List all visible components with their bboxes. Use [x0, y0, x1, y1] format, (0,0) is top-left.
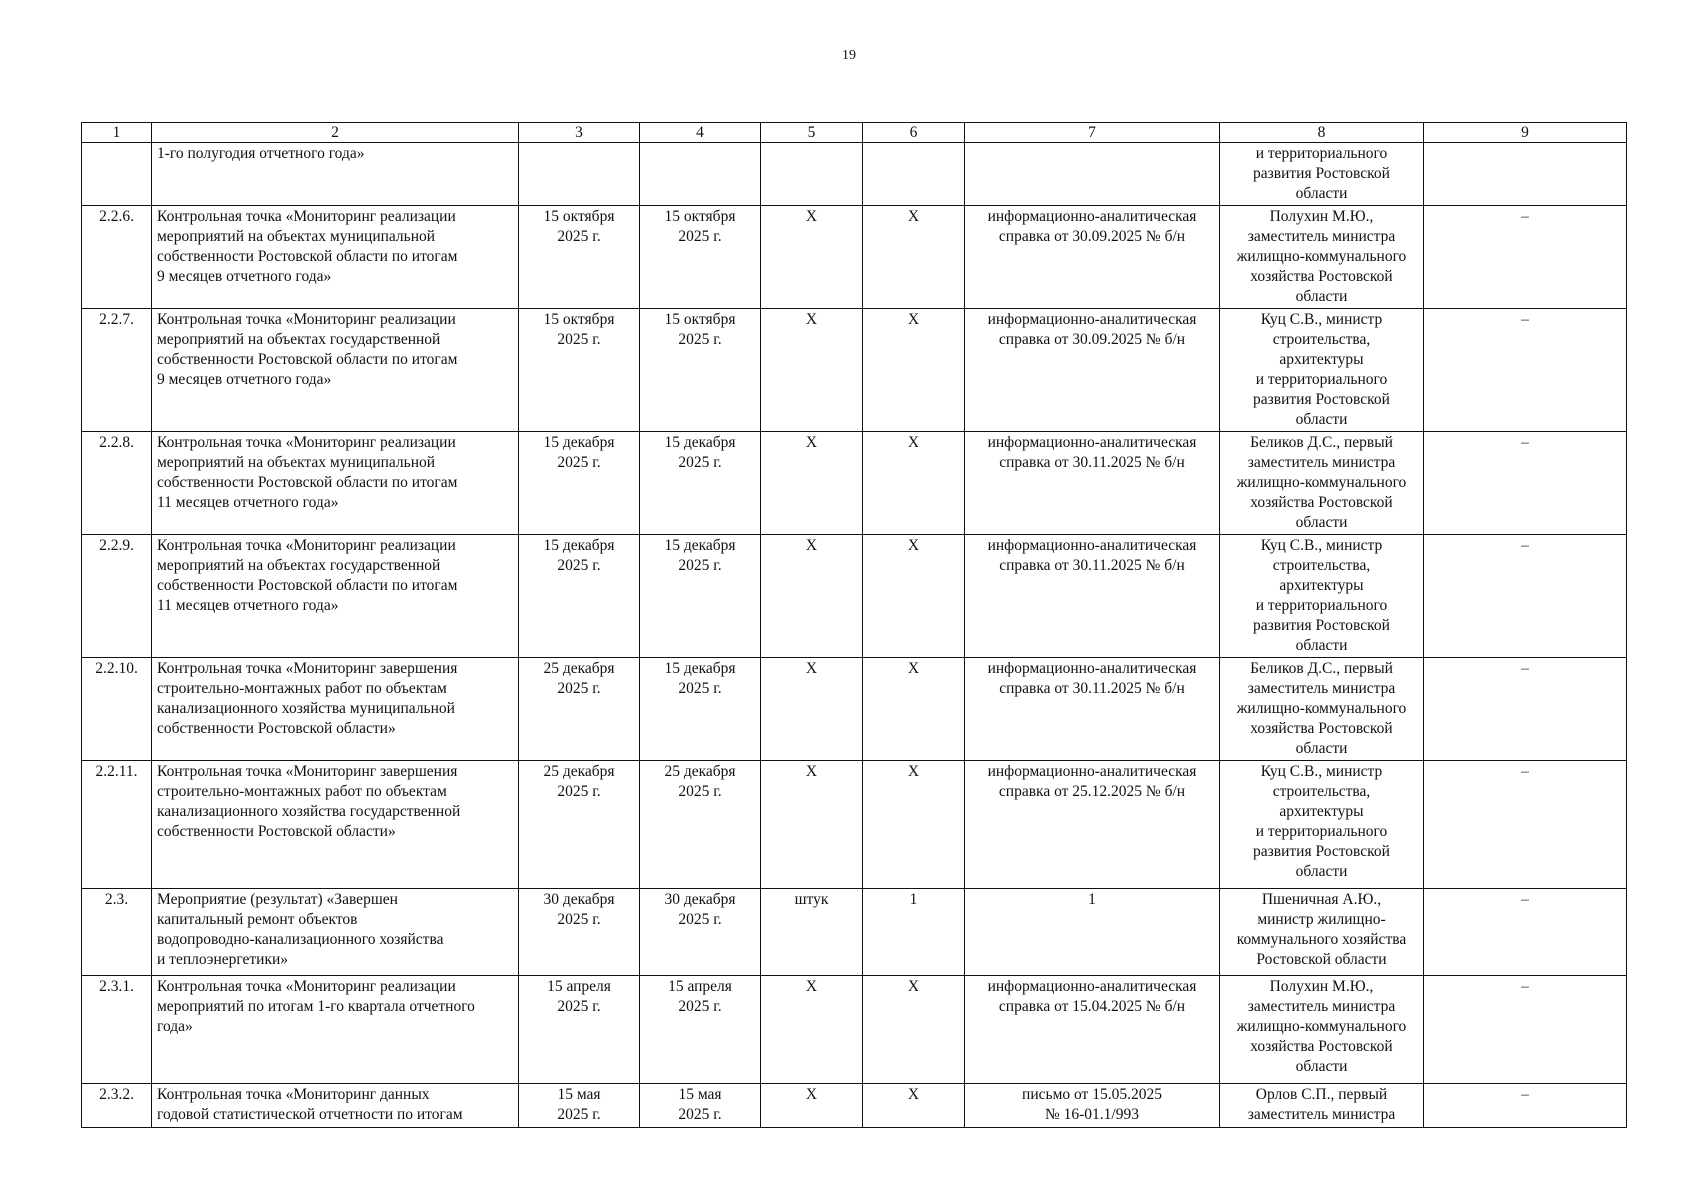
row-responsible: и территориального развития Ростовской области — [1220, 143, 1424, 206]
row-notes: – — [1424, 976, 1627, 1084]
control-points-table — [81, 122, 1627, 1128]
table-row — [82, 535, 1627, 658]
table-row — [82, 889, 1627, 976]
header-row — [82, 123, 1627, 143]
table-row — [82, 761, 1627, 889]
row-description: Контрольная точка «Мониторинг реализации мероприятий на объектах государственной собственности Ростовской области по итогам 9 месяцев отчетного года» — [152, 309, 519, 432]
row-notes — [1424, 143, 1627, 206]
row-unit: Х — [761, 1084, 863, 1128]
row-unit: Х — [761, 976, 863, 1084]
row-end-date — [640, 143, 761, 206]
row-plan: 1 — [863, 889, 965, 976]
row-unit: Х — [761, 658, 863, 761]
table-row — [82, 976, 1627, 1084]
row-document: информационно-аналитическая справка от 30.09.2025 № б/н — [965, 206, 1220, 309]
row-responsible: Беликов Д.С., первый заместитель министра жилищно-коммунального хозяйства Ростовской области — [1220, 432, 1424, 535]
row-responsible: Куц С.В., министр строительства, архитектуры и территориального развития Ростовской области — [1220, 761, 1424, 889]
row-unit: Х — [761, 761, 863, 889]
table-row — [82, 143, 1627, 206]
row-document: письмо от 15.05.2025 № 16-01.1/993 — [965, 1084, 1220, 1128]
row-notes: – — [1424, 432, 1627, 535]
row-end-date: 15 декабря 2025 г. — [640, 432, 761, 535]
row-responsible: Беликов Д.С., первый заместитель министра жилищно-коммунального хозяйства Ростовской области — [1220, 658, 1424, 761]
row-plan: Х — [863, 432, 965, 535]
table-row — [82, 206, 1627, 309]
column-header: 6 — [863, 123, 965, 143]
row-notes: – — [1424, 535, 1627, 658]
row-number: 2.3.2. — [82, 1084, 152, 1128]
row-description: Контрольная точка «Мониторинг реализации мероприятий на объектах муниципальной собственности Ростовской области по итогам 11 месяцев отчетного года» — [152, 432, 519, 535]
row-unit: Х — [761, 206, 863, 309]
row-responsible: Орлов С.П., первый заместитель министра — [1220, 1084, 1424, 1128]
row-end-date: 15 мая 2025 г. — [640, 1084, 761, 1128]
row-plan: Х — [863, 206, 965, 309]
row-plan: Х — [863, 761, 965, 889]
row-number: 2.2.9. — [82, 535, 152, 658]
row-plan: Х — [863, 309, 965, 432]
row-start-date: 25 декабря 2025 г. — [519, 658, 640, 761]
row-start-date: 25 декабря 2025 г. — [519, 761, 640, 889]
column-header: 9 — [1424, 123, 1627, 143]
row-number: 2.2.8. — [82, 432, 152, 535]
row-description: Контрольная точка «Мониторинг данных годовой статистической отчетности по итогам — [152, 1084, 519, 1128]
row-notes: – — [1424, 658, 1627, 761]
row-start-date: 15 декабря 2025 г. — [519, 432, 640, 535]
row-unit — [761, 143, 863, 206]
row-responsible: Куц С.В., министр строительства, архитектуры и территориального развития Ростовской области — [1220, 535, 1424, 658]
row-notes: – — [1424, 309, 1627, 432]
row-start-date: 15 апреля 2025 г. — [519, 976, 640, 1084]
row-start-date: 15 мая 2025 г. — [519, 1084, 640, 1128]
row-notes: – — [1424, 889, 1627, 976]
row-document: информационно-аналитическая справка от 30.11.2025 № б/н — [965, 535, 1220, 658]
row-responsible: Пшеничная А.Ю., министр жилищно- коммунального хозяйства Ростовской области — [1220, 889, 1424, 976]
row-document: 1 — [965, 889, 1220, 976]
row-unit: Х — [761, 535, 863, 658]
row-number: 2.3.1. — [82, 976, 152, 1084]
row-responsible: Куц С.В., министр строительства, архитектуры и территориального развития Ростовской области — [1220, 309, 1424, 432]
table-row — [82, 309, 1627, 432]
row-responsible: Полухин М.Ю., заместитель министра жилищно-коммунального хозяйства Ростовской области — [1220, 206, 1424, 309]
row-plan: Х — [863, 1084, 965, 1128]
row-description: Контрольная точка «Мониторинг завершения строительно-монтажных работ по объектам канализационного хозяйства муниципальной собственности Ростовской области» — [152, 658, 519, 761]
row-description: Мероприятие (результат) «Завершен капитальный ремонт объектов водопроводно-канализационного хозяйства и теплоэнергетики» — [152, 889, 519, 976]
row-number: 2.2.6. — [82, 206, 152, 309]
row-start-date: 15 декабря 2025 г. — [519, 535, 640, 658]
row-description: Контрольная точка «Мониторинг реализации мероприятий на объектах муниципальной собственности Ростовской области по итогам 9 месяцев отчетного года» — [152, 206, 519, 309]
row-number: 2.2.10. — [82, 658, 152, 761]
row-number: 2.2.7. — [82, 309, 152, 432]
row-end-date: 30 декабря 2025 г. — [640, 889, 761, 976]
column-header: 5 — [761, 123, 863, 143]
table-row — [82, 1084, 1627, 1128]
row-end-date: 15 апреля 2025 г. — [640, 976, 761, 1084]
row-document: информационно-аналитическая справка от 30.09.2025 № б/н — [965, 309, 1220, 432]
column-header: 3 — [519, 123, 640, 143]
row-plan: Х — [863, 658, 965, 761]
row-description: Контрольная точка «Мониторинг реализации мероприятий на объектах государственной собственности Ростовской области по итогам 11 месяцев отчетного года» — [152, 535, 519, 658]
row-plan: Х — [863, 535, 965, 658]
row-plan: Х — [863, 976, 965, 1084]
row-end-date: 15 октября 2025 г. — [640, 309, 761, 432]
row-notes: – — [1424, 1084, 1627, 1128]
row-number: 2.2.11. — [82, 761, 152, 889]
row-description: 1-го полугодия отчетного года» — [152, 143, 519, 206]
row-unit: Х — [761, 432, 863, 535]
column-header: 1 — [82, 123, 152, 143]
column-header: 2 — [152, 123, 519, 143]
row-description: Контрольная точка «Мониторинг реализации мероприятий по итогам 1-го квартала отчетного года» — [152, 976, 519, 1084]
row-number — [82, 143, 152, 206]
table-row — [82, 432, 1627, 535]
row-document: информационно-аналитическая справка от 15.04.2025 № б/н — [965, 976, 1220, 1084]
row-unit: Х — [761, 309, 863, 432]
row-end-date: 15 декабря 2025 г. — [640, 658, 761, 761]
row-end-date: 15 декабря 2025 г. — [640, 535, 761, 658]
row-start-date — [519, 143, 640, 206]
row-unit: штук — [761, 889, 863, 976]
row-end-date: 25 декабря 2025 г. — [640, 761, 761, 889]
page-number: 19 — [842, 48, 856, 63]
table-row — [82, 658, 1627, 761]
row-start-date: 15 октября 2025 г. — [519, 309, 640, 432]
row-number: 2.3. — [82, 889, 152, 976]
row-plan — [863, 143, 965, 206]
row-document: информационно-аналитическая справка от 30.11.2025 № б/н — [965, 658, 1220, 761]
row-document: информационно-аналитическая справка от 25.12.2025 № б/н — [965, 761, 1220, 889]
row-start-date: 15 октября 2025 г. — [519, 206, 640, 309]
row-end-date: 15 октября 2025 г. — [640, 206, 761, 309]
row-responsible: Полухин М.Ю., заместитель министра жилищно-коммунального хозяйства Ростовской области — [1220, 976, 1424, 1084]
column-header: 7 — [965, 123, 1220, 143]
column-header: 8 — [1220, 123, 1424, 143]
row-notes: – — [1424, 206, 1627, 309]
row-document: информационно-аналитическая справка от 30.11.2025 № б/н — [965, 432, 1220, 535]
row-document — [965, 143, 1220, 206]
row-start-date: 30 декабря 2025 г. — [519, 889, 640, 976]
row-description: Контрольная точка «Мониторинг завершения строительно-монтажных работ по объектам канализационного хозяйства государственной собственности Ростовской области» — [152, 761, 519, 889]
column-header: 4 — [640, 123, 761, 143]
row-notes: – — [1424, 761, 1627, 889]
